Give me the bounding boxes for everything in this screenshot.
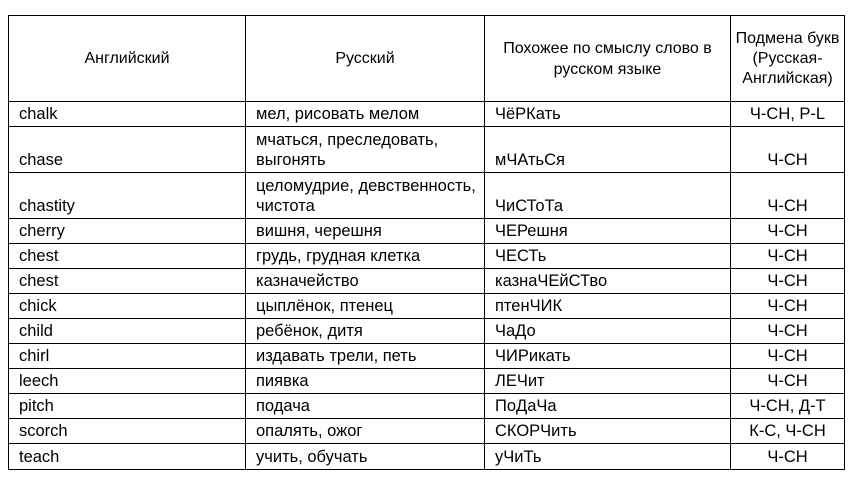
russian-cell: учить, обучать: [246, 444, 485, 470]
english-cell: chastity: [9, 173, 246, 219]
similar-word-cell: ЧИРикать: [485, 344, 731, 369]
letter-swap-cell: Ч-СН: [731, 127, 845, 173]
table-row: [9, 244, 845, 269]
similar-word-cell: ЧёРКать: [485, 102, 731, 127]
russian-cell: цыплёнок, птенец: [246, 294, 485, 319]
letter-swap-cell: Ч-СН: [731, 369, 845, 394]
header-english: Английский: [9, 16, 246, 102]
table-row: [9, 294, 845, 319]
russian-cell: мел, рисовать мелом: [246, 102, 485, 127]
russian-cell: мчаться, преследовать, выгонять: [246, 127, 485, 173]
english-cell: child: [9, 319, 246, 344]
english-cell: chick: [9, 294, 246, 319]
russian-cell: опалять, ожог: [246, 419, 485, 444]
header-row: [9, 16, 845, 102]
table-row: [9, 127, 845, 173]
russian-cell: грудь, грудная клетка: [246, 244, 485, 269]
similar-word-cell: СКОРЧить: [485, 419, 731, 444]
similar-word-cell: мЧАтьСя: [485, 127, 731, 173]
table-row: [9, 344, 845, 369]
russian-cell: издавать трели, петь: [246, 344, 485, 369]
letter-swap-cell: Ч-СН: [731, 269, 845, 294]
similar-word-cell: казнаЧЕйСТво: [485, 269, 731, 294]
similar-word-cell: уЧиТь: [485, 444, 731, 470]
table-row: [9, 394, 845, 419]
letter-swap-cell: Ч-СН: [731, 219, 845, 244]
english-cell: cherry: [9, 219, 246, 244]
header-letter-swap: Подмена букв (Русская-Английская): [731, 16, 845, 102]
english-cell: chase: [9, 127, 246, 173]
letter-swap-cell: Ч-СН: [731, 444, 845, 470]
similar-word-cell: ЧЕРешня: [485, 219, 731, 244]
letter-swap-cell: Ч-СН: [731, 294, 845, 319]
table-row: [9, 319, 845, 344]
english-cell: chest: [9, 269, 246, 294]
similar-word-cell: ЧиСТоТа: [485, 173, 731, 219]
table-row: [9, 173, 845, 219]
similar-word-cell: ЛЕЧит: [485, 369, 731, 394]
similar-word-cell: птенЧИК: [485, 294, 731, 319]
table-row: [9, 102, 845, 127]
word-comparison-table: [8, 15, 845, 470]
english-cell: leech: [9, 369, 246, 394]
similar-word-cell: ПоДаЧа: [485, 394, 731, 419]
english-cell: pitch: [9, 394, 246, 419]
russian-cell: целомудрие, девственность, чистота: [246, 173, 485, 219]
letter-swap-cell: Ч-СН, Д-Т: [731, 394, 845, 419]
russian-cell: вишня, черешня: [246, 219, 485, 244]
letter-swap-cell: Ч-СН, Р-L: [731, 102, 845, 127]
table-row: [9, 269, 845, 294]
similar-word-cell: ЧЕСТь: [485, 244, 731, 269]
letter-swap-cell: Ч-СН: [731, 344, 845, 369]
russian-cell: ребёнок, дитя: [246, 319, 485, 344]
table-row: [9, 219, 845, 244]
english-cell: scorch: [9, 419, 246, 444]
english-cell: chalk: [9, 102, 246, 127]
russian-cell: пиявка: [246, 369, 485, 394]
table-row: [9, 369, 845, 394]
letter-swap-cell: Ч-СН: [731, 173, 845, 219]
table-row: [9, 419, 845, 444]
table-row: [9, 444, 845, 470]
letter-swap-cell: К-С, Ч-СН: [731, 419, 845, 444]
header-russian: Русский: [246, 16, 485, 102]
russian-cell: казначейство: [246, 269, 485, 294]
header-similar-word: Похожее по смыслу слово в русском языке: [485, 16, 731, 102]
english-cell: chest: [9, 244, 246, 269]
russian-cell: подача: [246, 394, 485, 419]
letter-swap-cell: Ч-СН: [731, 319, 845, 344]
letter-swap-cell: Ч-СН: [731, 244, 845, 269]
english-cell: chirl: [9, 344, 246, 369]
similar-word-cell: ЧаДо: [485, 319, 731, 344]
english-cell: teach: [9, 444, 246, 470]
